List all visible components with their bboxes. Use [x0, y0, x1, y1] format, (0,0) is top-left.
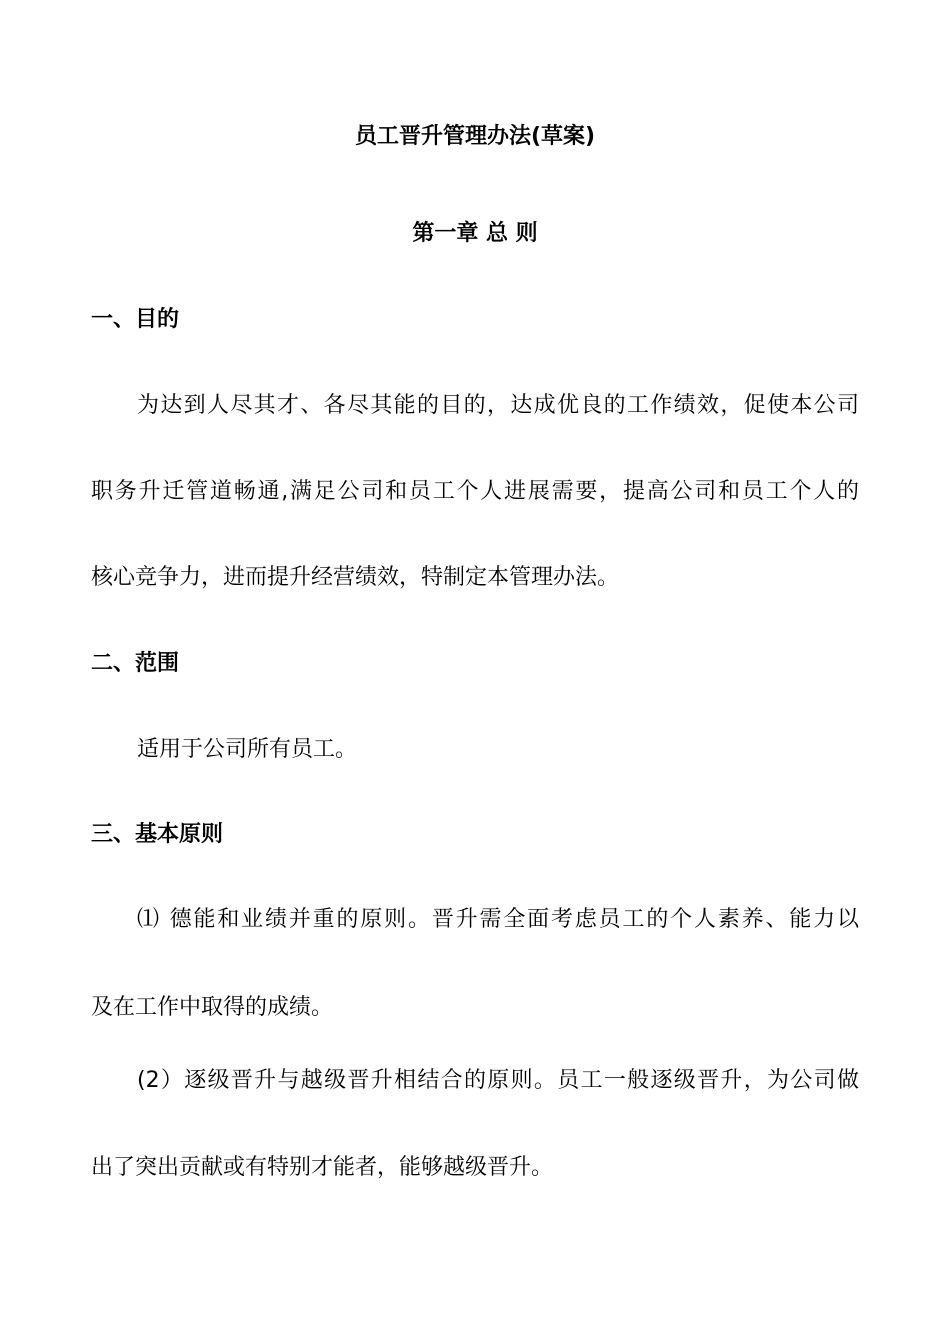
paragraph-line: 为达到人尽其才、各尽其能的目的，达成优良的工作绩效，促使本公司: [137, 393, 859, 418]
section-heading-scope: 二、范围: [91, 651, 180, 676]
chapter-title: 第一章 总 则: [412, 221, 538, 246]
paragraph-line: 出了突出贡献或有特别才能者，能够越级晋升。: [91, 1155, 554, 1180]
paragraph-line: 及在工作中取得的成绩。: [91, 995, 334, 1020]
paragraph-line: 核心竞争力，进而提升经营绩效，特制定本管理办法。: [91, 565, 620, 590]
paragraph-line: ⑴ 德能和业绩并重的原则。晋升需全面考虑员工的个人素养、能力以: [137, 907, 859, 932]
paragraph-line: 适用于公司所有员工。: [137, 737, 358, 762]
section-heading-purpose: 一、目的: [91, 307, 180, 332]
paragraph-line: (2）逐级晋升与越级晋升相结合的原则。员工一般逐级晋升，为公司做: [137, 1068, 859, 1093]
paragraph-line: 职务升迁管道畅通,满足公司和员工个人进展需要，提高公司和员工个人的: [91, 479, 859, 504]
section-heading-principles: 三、基本原则: [91, 822, 224, 847]
document-title: 员工晋升管理办法(草案): [354, 124, 596, 149]
